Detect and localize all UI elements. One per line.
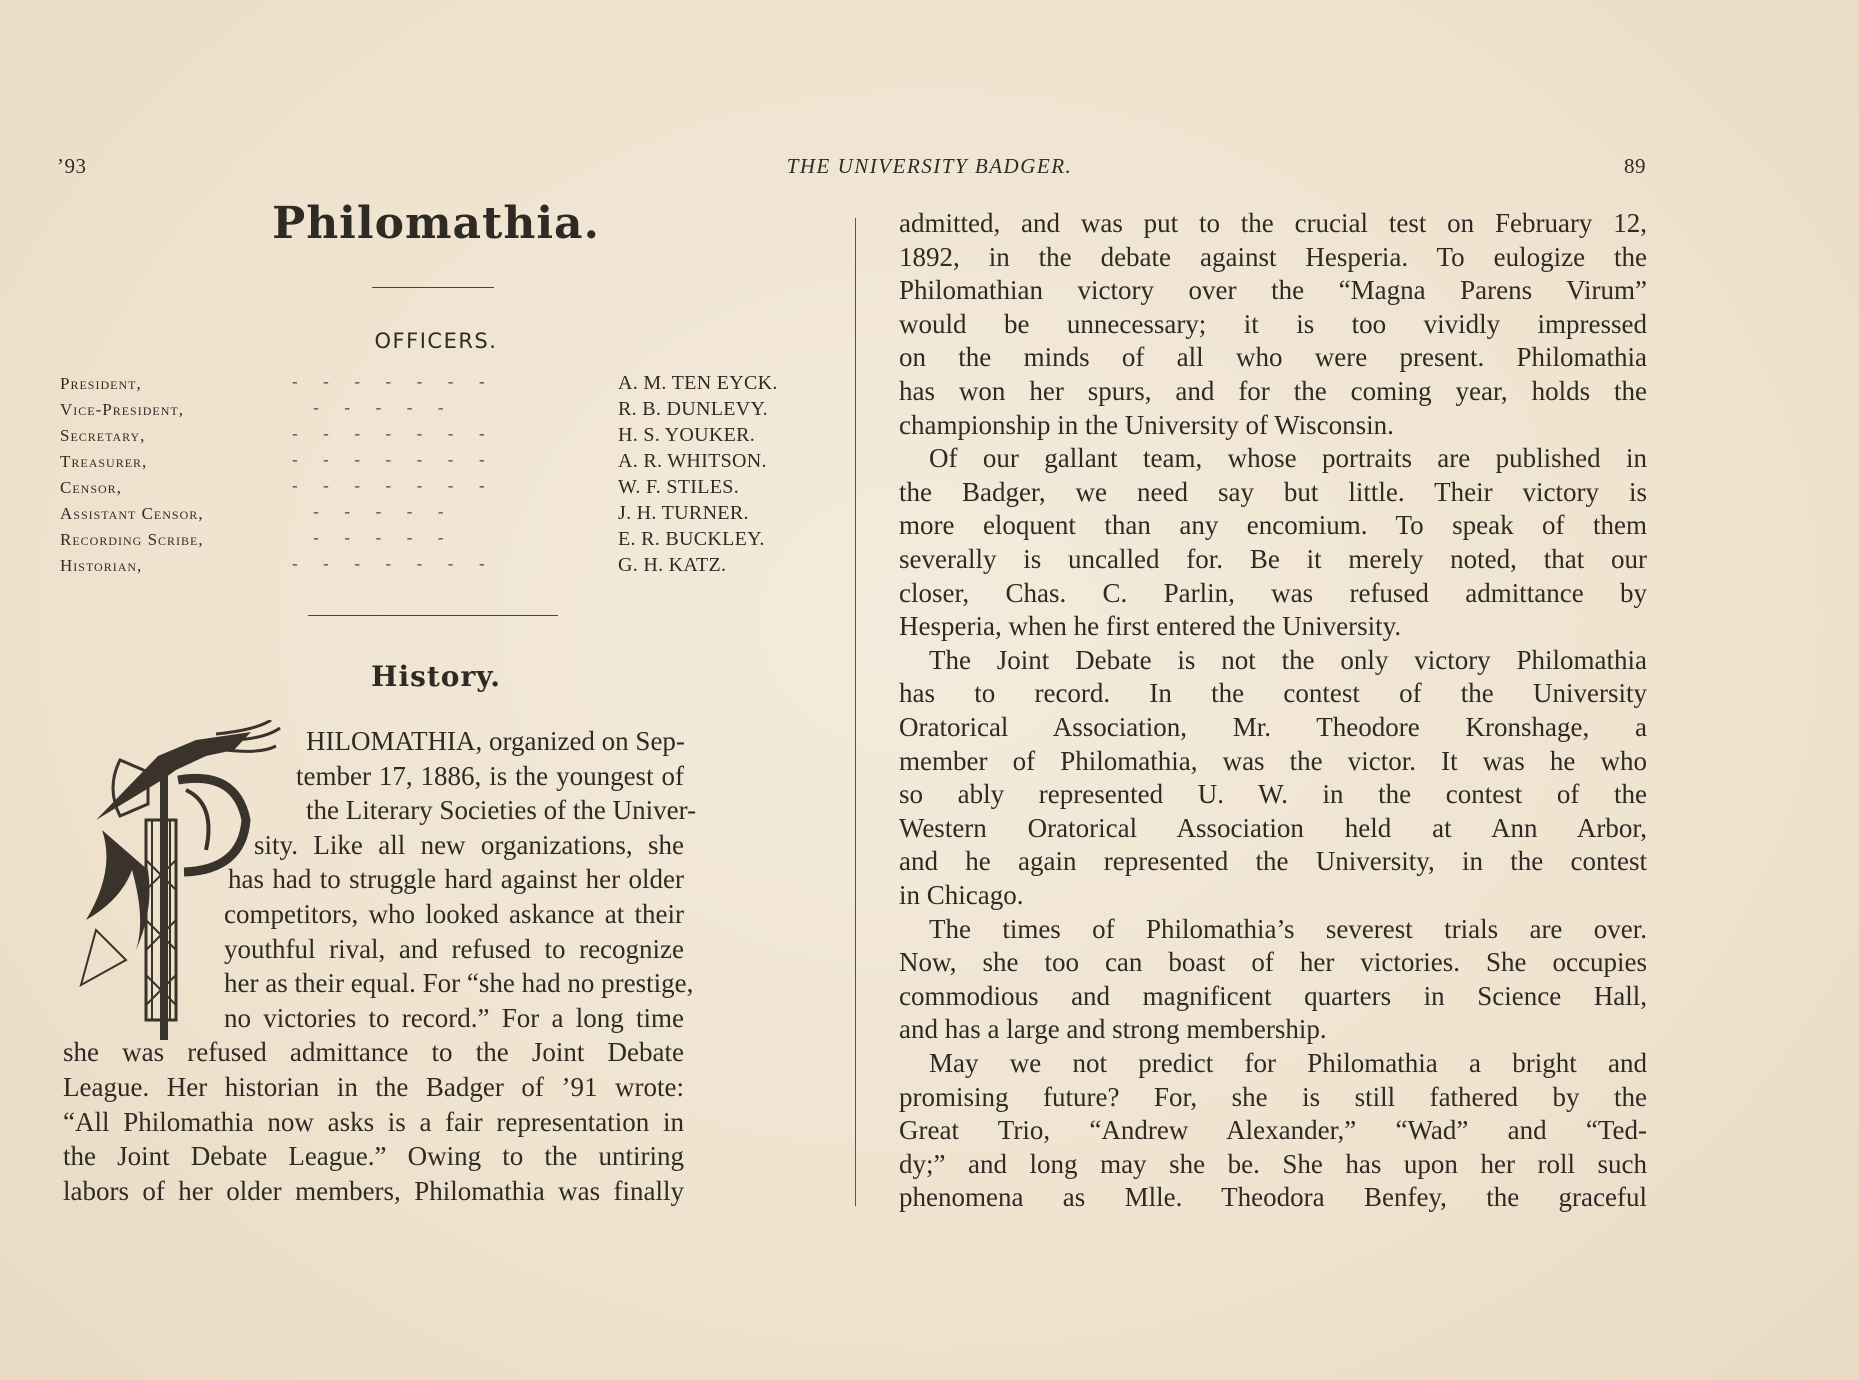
text-line: promising future? For, she is still fathered by the: [899, 1081, 1647, 1112]
officer-title: Historian,: [60, 556, 143, 575]
leader-dashes: - - - - -: [292, 528, 444, 547]
officer-title: Recording Scribe,: [60, 530, 204, 549]
text-line: 1892, in the debate against Hesperia. To eulogize the: [899, 241, 1647, 272]
text-line: and has a large and strong membership.: [899, 1014, 1327, 1045]
text-line: competitors, who looked askance at their: [224, 899, 684, 929]
text-line: Of our gallant team, whose portraits are published in: [929, 443, 1647, 474]
text-line: admitted, and was put to the crucial test on February 12,: [899, 208, 1647, 238]
text-line: her as their equal. For “she had no prestige,: [224, 968, 694, 999]
text-line: member of Philomathia, was the victor. It was he who: [899, 745, 1647, 776]
text-line: would be unnecessary; it is too vividly impressed: [899, 308, 1647, 339]
text-line: phenomena as Mlle. Theodora Benfey, the graceful: [899, 1182, 1647, 1213]
text-line: labors of her older members, Philomathia was finally: [63, 1175, 684, 1206]
running-head-title: THE UNIVERSITY BADGER.: [786, 154, 1073, 178]
officer-title: Treasurer,: [60, 452, 148, 471]
page-number: 89: [1624, 154, 1646, 178]
text-line: so ably represented U. W. in the contest of the: [899, 779, 1647, 810]
page-title: Philomathia.: [272, 198, 600, 249]
leader-dashes: - - - - - - -: [292, 450, 485, 469]
leader-dashes: - - - - -: [292, 398, 444, 417]
history-heading: History.: [370, 660, 502, 693]
officer-row: [60, 526, 812, 552]
officer-name: H. S. YOUKER.: [618, 424, 756, 446]
text-line: and he again represented the University, in the contest: [899, 846, 1647, 877]
text-line: on the minds of all who were present. Philomathia: [899, 342, 1647, 373]
text-line: sity. Like all new organizations, she: [254, 829, 684, 860]
text-line: youthful rival, and refused to recognize: [224, 933, 684, 964]
text-line: the Badger, we need say but little. Their victory is: [899, 476, 1647, 507]
officers-heading: OFFICERS.: [374, 329, 498, 353]
text-line: dy;” and long may she be. She has upon her roll such: [899, 1148, 1647, 1179]
officer-row: [60, 500, 812, 526]
text-line: the Literary Societies of the Univer-: [306, 795, 697, 826]
leader-dashes: - - - - - - -: [292, 554, 485, 573]
officer-row: [60, 448, 812, 474]
text-line: has had to struggle hard against her older: [228, 864, 684, 895]
section-rule: [308, 615, 558, 616]
text-line: in Chicago.: [899, 880, 1024, 910]
text-line: no victories to record.” For a long time: [224, 1002, 684, 1033]
officer-name: W. F. STILES.: [618, 476, 740, 498]
text-line: Hesperia, when he first entered the University.: [899, 611, 1402, 642]
text-line: May we not predict for Philomathia a bright and: [929, 1048, 1647, 1078]
leader-dashes: - - - - - - -: [292, 372, 485, 391]
column-divider: [855, 218, 856, 1206]
officer-row: [60, 396, 812, 422]
leader-dashes: - - - - - - -: [292, 476, 485, 495]
officer-name: A. R. WHITSON.: [618, 450, 767, 472]
text-line: championship in the University of Wisconsin.: [899, 409, 1394, 440]
title-rule: [372, 287, 494, 288]
officer-name: A. M. TEN EYCK.: [618, 372, 778, 394]
leader-dashes: - - - - -: [292, 502, 444, 521]
text-line: closer, Chas. C. Parlin, was refused admittance by: [899, 577, 1647, 608]
text-line: more eloquent than any encomium. To speak of them: [899, 510, 1647, 541]
text-line: the Joint Debate League.” Owing to the untiring: [63, 1141, 684, 1172]
running-head-year: ’93: [57, 154, 87, 178]
officer-name: R. B. DUNLEVY.: [618, 398, 768, 420]
officer-row: [60, 474, 812, 500]
text-line: The Joint Debate is not the only victory Philomathia: [929, 644, 1647, 675]
officer-title: President,: [60, 374, 142, 393]
text-line: Western Oratorical Association held at Ann Arbor,: [899, 812, 1647, 843]
text-line: League. Her historian in the Badger of ’91 wrote:: [63, 1072, 684, 1102]
text-line: Oratorical Association, Mr. Theodore Kronshage, a: [899, 712, 1647, 742]
leader-dashes: - - - - - - -: [292, 424, 485, 443]
officer-name: G. H. KATZ.: [618, 554, 727, 576]
officer-title: Secretary,: [60, 426, 146, 445]
text-line: Now, she too can boast of her victories. She occupies: [899, 947, 1647, 978]
officer-row: [60, 370, 812, 396]
text-line: tember 17, 1886, is the youngest of: [296, 760, 684, 791]
officer-title: Censor,: [60, 478, 122, 497]
text-line: severally is uncalled for. Be it merely noted, that our: [899, 544, 1647, 574]
officer-row: [60, 552, 812, 578]
text-line: she was refused admittance to the Joint Debate: [63, 1037, 684, 1068]
text-line: “All Philomathia now asks is a fair representation in: [63, 1106, 684, 1137]
text-line: Great Trio, “Andrew Alexander,” “Wad” and “Ted-: [899, 1115, 1647, 1146]
officer-row: [60, 422, 812, 448]
officer-title: Assistant Censor,: [60, 504, 204, 523]
officer-name: J. H. TURNER.: [618, 502, 749, 524]
officer-title: Vice-President,: [60, 400, 184, 419]
text-line: HILOMATHIA, organized on Sep-: [306, 726, 685, 756]
text-line: Philomathian victory over the “Magna Parens Virum”: [899, 275, 1647, 306]
text-line: commodious and magnificent quarters in Science Hall,: [899, 980, 1647, 1011]
text-line: The times of Philomathia’s severest trials are over.: [929, 913, 1647, 944]
text-line: has won her spurs, and for the coming year, holds the: [899, 376, 1647, 406]
officer-name: E. R. BUCKLEY.: [618, 528, 765, 550]
text-line: has to record. In the contest of the University: [899, 678, 1647, 709]
